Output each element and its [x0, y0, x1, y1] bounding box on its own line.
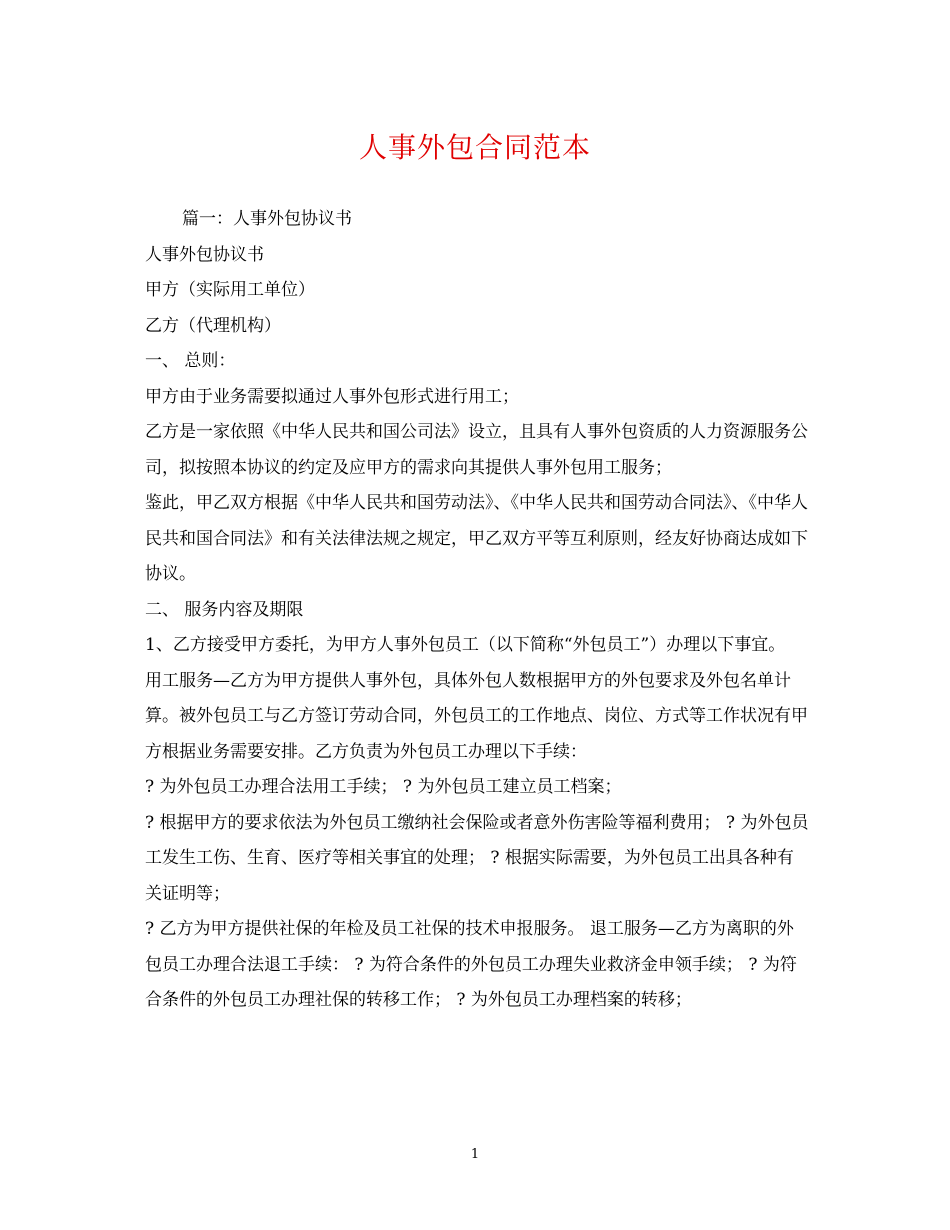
paragraph: 甲方由于业务需要拟通过人事外包形式进行用工； [145, 386, 519, 407]
paragraph: ? 乙方为甲方提供社保的年检及员工社保的技术申报服务。 退工服务—乙方为离职的外包员工办理合法退工手续： ? 为符合条件的外包员工办理失业救济金申领手续； ? 为符合条件的外包员工办理社保的转移工作； ? 为外包员工办理档案的转移； [145, 919, 797, 1010]
page-number: 1 [470, 1147, 480, 1162]
paragraph: 一、 总则： [145, 351, 236, 371]
paragraph: 甲方（实际用工单位） [145, 280, 315, 300]
paragraph: ? 为外包员工办理合法用工手续； ? 为外包员工建立员工档案； [145, 777, 622, 797]
paragraph: ? 根据甲方的要求依法为外包员工缴纳社会保险或者意外伤害险等福利费用； ? 为外包员工发生工伤、生育、医疗等相关事宜的处理； ? 根据实际需要，为外包员工出具各种有关证明等； [145, 812, 809, 904]
paragraph: 乙方（代理机构） [145, 315, 281, 336]
paragraph: 鉴此，甲乙双方根据《中华人民共和国劳动法》、《中华人民共和国劳动合同法》、《中华人民共和国合同法》和有关法律法规之规定，甲乙双方平等互利原则，经友好协商达成如下协议。 [145, 493, 808, 584]
document-title: 人事外包合同范本 [358, 131, 591, 164]
paragraph: 乙方是一家依照《中华人民共和国公司法》设立，且具有人事外包资质的人力资源服务公司，拟按照本协议的约定及应甲方的需求向其提供人事外包用工服务； [145, 422, 808, 478]
paragraph: 人事外包协议书 [145, 244, 264, 265]
document-body [145, 202, 810, 1019]
paragraph: 1、乙方接受甲方委托，为甲方人事外包员工（以下简称“外包员工”）办理以下事宜。 [145, 635, 786, 655]
paragraph: 用工服务—乙方为甲方提供人事外包，具体外包人数根据甲方的外包要求及外包名单计算。被外包员工与乙方签订劳动合同，外包员工的工作地点、岗位、方式等工作状况有甲方根据业务需要安排。乙方负责为外包员工办理以下手续： [145, 670, 808, 762]
paragraph: 二、 服务内容及期限 [145, 599, 304, 620]
section-heading: 篇一：人事外包协议书 [182, 209, 352, 229]
